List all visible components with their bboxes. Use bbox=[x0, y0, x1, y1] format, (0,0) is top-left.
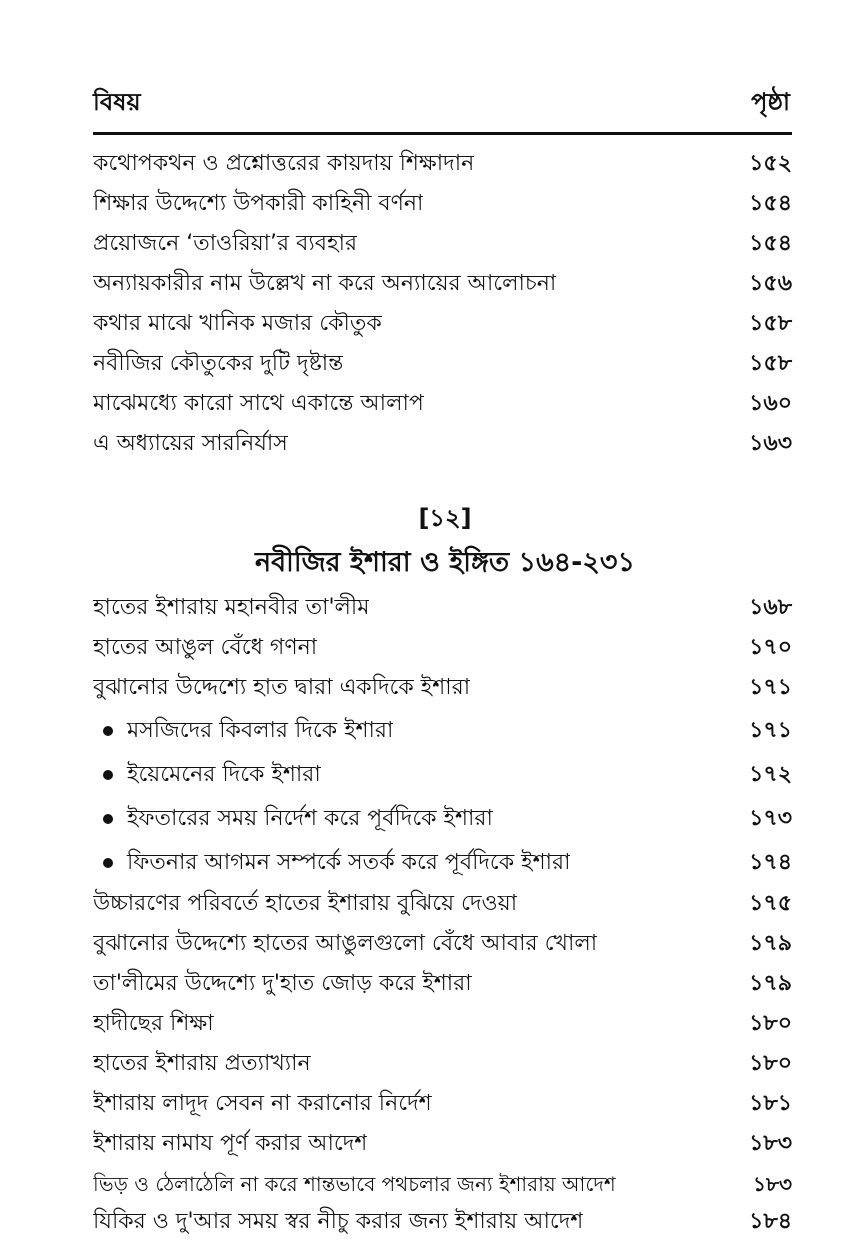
entry-topic-wrap bbox=[93, 801, 493, 837]
entry-page: ১৮৩ bbox=[753, 1172, 792, 1196]
bullet-icon bbox=[103, 726, 113, 736]
entry-topic: ইফতারের সময় নির্দেশ করে পূর্বদিকে ইশারা bbox=[127, 806, 493, 831]
toc-entry[interactable] bbox=[93, 1204, 792, 1240]
entry-topic: এ অধ্যায়ের সারনির্যাস bbox=[93, 431, 288, 456]
toc-entry-sub[interactable] bbox=[93, 713, 792, 749]
entry-topic: বুঝানোর উদ্দেশ্যে হাত দ্বারা একদিকে ইশারা bbox=[93, 675, 471, 700]
entry-page: ১৮০ bbox=[749, 1011, 792, 1036]
entry-topic: হাতের ইশারায় প্রত্যাখ্যান bbox=[93, 1051, 311, 1076]
entry-page: ১৭১ bbox=[749, 718, 792, 743]
entry-topic: মসজিদের কিবলার দিকে ইশারা bbox=[127, 718, 394, 743]
toc-entry[interactable] bbox=[93, 1006, 792, 1042]
toc-entry[interactable] bbox=[93, 226, 792, 262]
toc-entry[interactable] bbox=[93, 630, 792, 666]
bullet-icon bbox=[103, 770, 113, 780]
chapter-number: [১২] bbox=[418, 504, 472, 532]
entry-page: ১৫৪ bbox=[749, 191, 792, 216]
entry-page: ১৫২ bbox=[749, 151, 792, 176]
entry-topic: কথোপকথন ও প্রশ্নোত্তরের কায়দায় শিক্ষাদান bbox=[93, 151, 475, 176]
entry-topic-wrap bbox=[93, 713, 393, 749]
entry-page: ১৮৩ bbox=[749, 1131, 792, 1156]
entry-topic: ফিতনার আগমন সম্পর্কে সতর্ক করে পূর্বদিকে ইশারা bbox=[127, 850, 571, 875]
chapter-title: নবীজির ইশারা ও ইঙ্গিত ১৬৪-২৩১ bbox=[255, 547, 635, 578]
toc-entry[interactable] bbox=[93, 386, 792, 422]
entry-page: ১৬৮ bbox=[749, 595, 792, 620]
toc-entry[interactable] bbox=[93, 346, 792, 382]
entry-page: ১৭৫ bbox=[749, 891, 792, 916]
toc-entry[interactable] bbox=[93, 1166, 792, 1202]
toc-entry[interactable] bbox=[93, 266, 792, 302]
entry-topic: নবীজির কৌতুকের দুটি দৃষ্টান্ত bbox=[93, 351, 344, 376]
entry-topic: বুঝানোর উদ্দেশ্যে হাতের আঙুলগুলো বেঁধে আবার খোলা bbox=[93, 931, 598, 956]
entry-topic: শিক্ষার উদ্দেশ্যে উপকারী কাহিনী বর্ণনা bbox=[93, 191, 424, 216]
entry-page: ১৭২ bbox=[749, 762, 792, 787]
entry-page: ১৭৯ bbox=[749, 971, 792, 996]
toc-entry[interactable] bbox=[93, 966, 792, 1002]
entry-page: ১৫৮ bbox=[749, 311, 792, 336]
entry-topic-wrap bbox=[93, 845, 570, 881]
toc-entry[interactable] bbox=[93, 426, 792, 462]
entry-topic: উচ্চারণের পরিবর্তে হাতের ইশারায় বুঝিয়ে দেওয়া bbox=[93, 891, 518, 916]
toc-entry[interactable] bbox=[93, 1086, 792, 1122]
entry-page: ১৭৯ bbox=[749, 931, 792, 956]
toc-entry-sub[interactable] bbox=[93, 757, 792, 793]
toc-entry-sub[interactable] bbox=[93, 801, 792, 837]
bullet-icon bbox=[103, 814, 113, 824]
bullet-icon bbox=[103, 858, 113, 868]
toc-entry[interactable] bbox=[93, 306, 792, 342]
toc-entry[interactable] bbox=[93, 146, 792, 182]
toc-entry[interactable] bbox=[93, 886, 792, 922]
toc-entry[interactable] bbox=[93, 186, 792, 222]
entry-page: ১৮০ bbox=[749, 1051, 792, 1076]
entry-topic: ইশারায় লাদূদ সেবন না করানোর নির্দেশ bbox=[93, 1091, 432, 1116]
entry-topic: ইয়েমেনের দিকে ইশারা bbox=[127, 762, 321, 787]
page-column-label: পৃষ্ঠা bbox=[751, 88, 790, 116]
entry-page: ১৫৪ bbox=[749, 231, 792, 256]
entry-page: ১৭১ bbox=[749, 675, 792, 700]
entry-topic: হাতের আঙুল বেঁধে গণনা bbox=[93, 635, 318, 660]
toc-entry[interactable] bbox=[93, 1046, 792, 1082]
entry-topic: অন্যায়কারীর নাম উল্লেখ না করে অন্যায়ের আলোচনা bbox=[93, 271, 557, 296]
toc-entry-sub[interactable] bbox=[93, 845, 792, 881]
toc-header bbox=[93, 84, 790, 124]
toc-entry[interactable] bbox=[93, 926, 792, 962]
entry-topic: ভিড় ও ঠেলাঠেলি না করে শান্তভাবে পথচলার জন্য ইশারায় আদেশ bbox=[93, 1172, 616, 1196]
entry-topic: যিকির ও দু'আর সময় স্বর নীচু করার জন্য ইশারায় আদেশ bbox=[93, 1209, 584, 1234]
header-divider bbox=[93, 132, 792, 135]
entry-topic: হাদীছের শিক্ষা bbox=[93, 1011, 214, 1036]
toc-entry[interactable] bbox=[93, 590, 792, 626]
entry-topic: মাঝেমধ্যে কারো সাথে একান্তে আলাপ bbox=[93, 391, 424, 416]
entry-page: ১৫৮ bbox=[749, 351, 792, 376]
toc-entry[interactable] bbox=[93, 1126, 792, 1162]
entry-topic: প্রয়োজনে ‘তাওরিয়া’র ব্যবহার bbox=[93, 231, 358, 256]
entry-page: ১৬০ bbox=[749, 391, 792, 416]
entry-page: ১৭০ bbox=[749, 635, 792, 660]
entry-page: ১৮৪ bbox=[749, 1209, 792, 1234]
entry-topic-wrap bbox=[93, 757, 321, 793]
entry-topic: হাতের ইশারায় মহানবীর তা'লীম bbox=[93, 595, 370, 620]
entry-topic: কথার মাঝে খানিক মজার কৌতুক bbox=[93, 311, 382, 336]
entry-page: ১৭৩ bbox=[749, 806, 792, 831]
entry-page: ১৮১ bbox=[749, 1091, 792, 1116]
entry-page: ১৫৬ bbox=[749, 271, 792, 296]
entry-page: ১৭৪ bbox=[749, 850, 792, 875]
entry-page: ১৬৩ bbox=[749, 431, 792, 456]
entry-topic: ইশারায় নামায পূর্ণ করার আদেশ bbox=[93, 1131, 368, 1156]
toc-entry[interactable] bbox=[93, 670, 792, 706]
entry-topic: তা'লীমের উদ্দেশ্যে দু'হাত জোড় করে ইশারা bbox=[93, 971, 472, 996]
topic-column-label: বিষয় bbox=[93, 88, 141, 116]
